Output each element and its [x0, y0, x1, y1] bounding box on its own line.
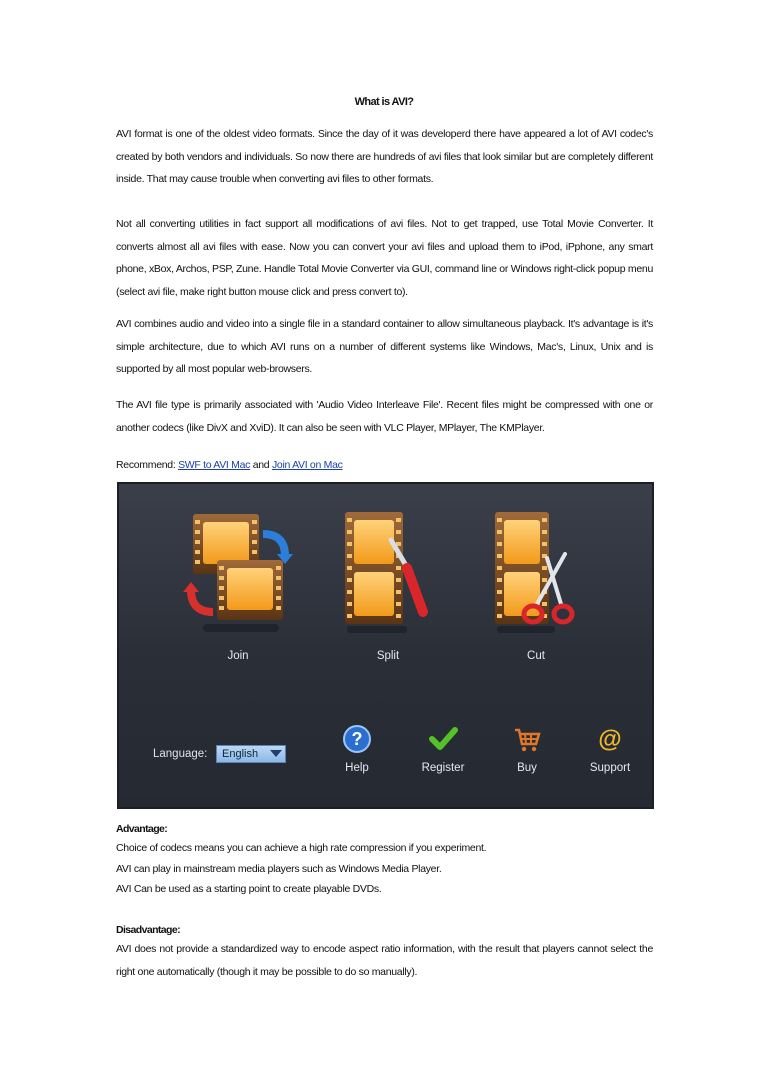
cut-label: Cut	[527, 650, 545, 662]
link-join-avi-on-mac[interactable]: Join AVI on Mac	[271, 459, 343, 471]
split-label: Split	[376, 650, 400, 662]
register-label: Register	[421, 762, 465, 774]
chevron-down-icon	[270, 750, 282, 757]
page-title: What is AVI?	[354, 96, 414, 108]
language-value: English	[222, 748, 259, 760]
recommend-line	[116, 454, 653, 477]
recommend-middle: and	[250, 459, 272, 471]
split-tool[interactable]	[333, 512, 443, 662]
help-label: Help	[345, 762, 369, 774]
cut-tool[interactable]	[481, 512, 591, 662]
support-button[interactable]	[575, 724, 645, 774]
film-split-icon	[333, 512, 443, 637]
recommend-prefix: Recommend:	[116, 459, 179, 471]
help-button[interactable]	[322, 724, 392, 774]
cart-icon	[512, 724, 542, 754]
language-label: Language:	[153, 748, 208, 760]
advantage-heading: Advantage:	[116, 823, 168, 835]
help-icon	[342, 724, 372, 754]
buy-button[interactable]	[492, 724, 562, 774]
paragraph-intro: AVI format is one of the oldest video formats. Since the day of it was developerd there have appeared a lot of AVI codec's created by both vendors and individuals. So now there are hundreds of avi files that look similar but are completely different inside. That may cause trouble when converting avi files to other formats.	[116, 128, 653, 185]
disadvantage-text: AVI does not provide a standardized way to encode aspect ratio information, with the result that players cannot select the right one automatically (though it may be possible to do so manually).	[116, 943, 653, 978]
advantage-item: Choice of codecs means you can achieve a high rate compression if you experiment.	[116, 842, 487, 854]
advantage-item: AVI can play in mainstream media players such as Windows Media Player.	[116, 863, 442, 875]
link-swf-to-avi-mac[interactable]: SWF to AVI Mac	[178, 459, 251, 471]
paragraph-file-type: The AVI file type is primarily associated with 'Audio Video Interleave File'. Recent files might be compressed with one or another codecs (like DivX and XviD). It can also be seen with VLC Player, MPlayer, The KMPlayer.	[116, 399, 653, 434]
film-cut-icon	[481, 512, 591, 637]
support-label: Support	[589, 762, 631, 774]
svg-text:@: @	[598, 726, 622, 753]
app-screenshot	[117, 482, 654, 809]
join-label: Join	[227, 650, 249, 662]
register-button[interactable]	[408, 724, 478, 774]
advantage-item: AVI Can be used as a starting point to create playable DVDs.	[116, 883, 382, 895]
join-tool[interactable]	[183, 512, 293, 662]
buy-label: Buy	[517, 762, 537, 774]
svg-text:?: ?	[351, 729, 363, 749]
paragraph-converting: Not all converting utilities in fact support all modifications of avi files. Not to get trapped, use Total Movie Converter. It converts almost all avi files with ease. Now you can convert your avi files and upload them to iPod, iPphone, any smart phone, xBox, Archos, PSP, Zune. Handle Total Movie Converter via GUI, command line or Windows right-click popup menu (select avi file, make right button mouse click and press convert to).	[116, 218, 653, 298]
disadvantage-heading: Disadvantage:	[116, 924, 180, 936]
language-select[interactable]	[216, 745, 286, 763]
checkmark-icon	[428, 724, 458, 754]
paragraph-architecture: AVI combines audio and video into a single file in a standard container to allow simultaneous playback. It's advantage is it's simple architecture, due to which AVI runs on a number of different systems like Windows, Mac's, Linux, Unix and is supported by all most popular web-browsers.	[116, 318, 653, 375]
at-sign-icon	[595, 724, 625, 754]
film-join-icon	[183, 512, 293, 637]
